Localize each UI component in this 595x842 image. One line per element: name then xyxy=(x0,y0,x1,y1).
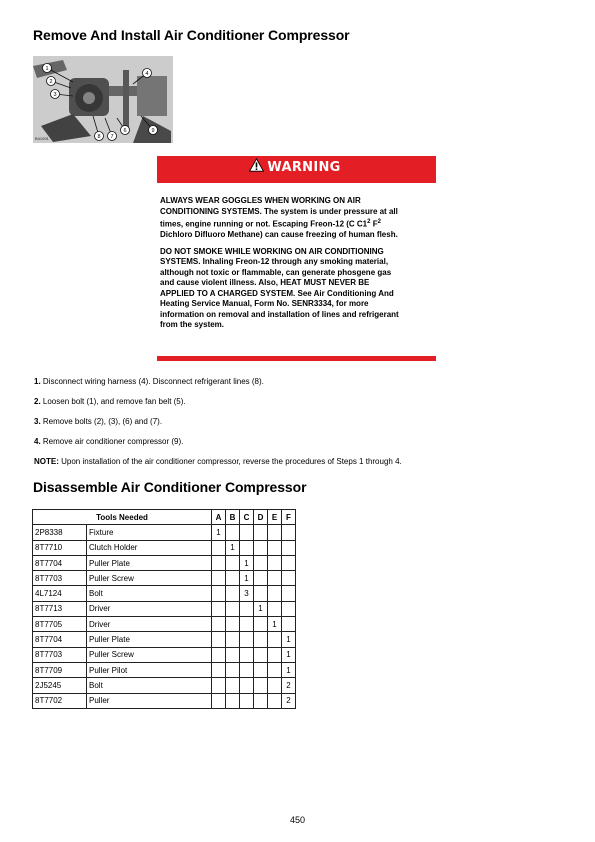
part-number-cell: 2J5245 xyxy=(33,678,87,693)
quantity-cell xyxy=(282,525,296,540)
photo-caption: B41091 xyxy=(35,136,49,141)
quantity-cell xyxy=(254,571,268,586)
tool-name-cell: Puller Plate xyxy=(87,555,212,570)
tool-name-cell: Puller Pilot xyxy=(87,662,212,677)
column-header-b: B xyxy=(226,510,240,525)
quantity-cell xyxy=(226,678,240,693)
warning-bottom-rule xyxy=(157,356,436,361)
photo-callout: 4 xyxy=(145,71,149,77)
quantity-cell xyxy=(212,555,226,570)
step-4: 4. Remove air conditioner compressor (9). xyxy=(34,437,184,446)
page-title: Remove And Install Air Conditioner Compressor xyxy=(33,27,350,43)
quantity-cell xyxy=(268,601,282,616)
table-row xyxy=(33,693,296,708)
compressor-photo xyxy=(33,56,173,143)
quantity-cell xyxy=(268,525,282,540)
tool-name-cell: Puller Screw xyxy=(87,571,212,586)
tools-needed-header: Tools Needed xyxy=(33,510,212,525)
warning-text xyxy=(160,196,436,337)
quantity-cell xyxy=(254,555,268,570)
quantity-cell xyxy=(254,678,268,693)
warning-paragraph-goggles: ALWAYS WEAR GOGGLES WHEN WORKING ON AIR CONDITIONING SYSTEMS. The system is under pressure at all times, engine running or not. Escaping Freon-12 (C $C1^2$ $F^2$ Dichloro Difluoro Methane) can cause freezing of human flesh. xyxy=(160,196,398,240)
quantity-cell xyxy=(268,586,282,601)
photo-callout: 8 xyxy=(97,134,101,140)
quantity-cell xyxy=(240,693,254,708)
quantity-cell xyxy=(254,540,268,555)
quantity-cell xyxy=(226,601,240,616)
table-row xyxy=(33,632,296,647)
part-number-cell: 8T7710 xyxy=(33,540,87,555)
table-header-row xyxy=(33,510,296,525)
tool-name-cell: Puller Plate xyxy=(87,632,212,647)
quantity-cell xyxy=(212,662,226,677)
quantity-cell: 1 xyxy=(268,617,282,632)
quantity-cell: 1 xyxy=(282,632,296,647)
part-number-cell: 8T7704 xyxy=(33,555,87,570)
quantity-cell xyxy=(282,540,296,555)
table-row xyxy=(33,617,296,632)
quantity-cell xyxy=(254,693,268,708)
warning-triangle-icon xyxy=(249,158,264,177)
quantity-cell xyxy=(226,555,240,570)
quantity-cell xyxy=(268,555,282,570)
table-row xyxy=(33,571,296,586)
part-number-cell: 8T7702 xyxy=(33,693,87,708)
quantity-cell xyxy=(240,632,254,647)
quantity-cell: 2 xyxy=(282,693,296,708)
photo-callout: 1 xyxy=(45,66,49,72)
quantity-cell xyxy=(212,540,226,555)
column-header-a: A xyxy=(212,510,226,525)
quantity-cell xyxy=(226,525,240,540)
quantity-cell xyxy=(282,617,296,632)
part-number-cell: 4L7124 xyxy=(33,586,87,601)
step-1: 1. Disconnect wiring harness (4). Disconnect refrigerant lines (8). xyxy=(34,377,264,386)
quantity-cell xyxy=(240,601,254,616)
part-number-cell: 8T7705 xyxy=(33,617,87,632)
quantity-cell xyxy=(226,617,240,632)
tool-name-cell: Driver xyxy=(87,601,212,616)
quantity-cell xyxy=(282,555,296,570)
table-row xyxy=(33,662,296,677)
warning-paragraph-smoking: DO NOT SMOKE WHILE WORKING ON AIR CONDITIONING SYSTEMS. Inhaling Freon-12 through any smoking material, although not toxic or flammable, can generate phosgene gas and cause violent illness. Also, HEAT MUST NEVER BE APPLIED TO A CHARGED SYSTEM. See Air Conditioning And Heating Service Manual, Form No. SENR3334, for more information on removal and installation of lines and refrigerant from the system. xyxy=(160,246,399,330)
quantity-cell xyxy=(212,647,226,662)
part-number-cell: 2P8338 xyxy=(33,525,87,540)
photo-callout: 9 xyxy=(151,128,155,134)
part-number-cell: 8T7713 xyxy=(33,601,87,616)
quantity-cell xyxy=(212,601,226,616)
quantity-cell xyxy=(240,540,254,555)
quantity-cell xyxy=(282,571,296,586)
quantity-cell xyxy=(226,662,240,677)
note: NOTE: Upon installation of the air conditioner compressor, reverse the procedures of Steps 1 through 4. xyxy=(34,457,402,466)
warning-label: WARNING xyxy=(267,160,341,175)
quantity-cell xyxy=(240,525,254,540)
table-row xyxy=(33,647,296,662)
quantity-cell xyxy=(254,647,268,662)
quantity-cell xyxy=(212,678,226,693)
quantity-cell: 1 xyxy=(226,540,240,555)
quantity-cell: 1 xyxy=(212,525,226,540)
table-row xyxy=(33,601,296,616)
tool-name-cell: Puller Screw xyxy=(87,647,212,662)
quantity-cell xyxy=(254,662,268,677)
table-row xyxy=(33,555,296,570)
quantity-cell: 1 xyxy=(240,555,254,570)
quantity-cell: 1 xyxy=(240,571,254,586)
quantity-cell xyxy=(212,571,226,586)
quantity-cell: 2 xyxy=(282,678,296,693)
tool-name-cell: Bolt xyxy=(87,678,212,693)
table-row xyxy=(33,678,296,693)
quantity-cell xyxy=(226,693,240,708)
quantity-cell: 1 xyxy=(254,601,268,616)
quantity-cell xyxy=(226,586,240,601)
quantity-cell xyxy=(268,540,282,555)
quantity-cell xyxy=(212,617,226,632)
photo-callout: 2 xyxy=(49,79,53,85)
quantity-cell xyxy=(212,693,226,708)
quantity-cell xyxy=(282,586,296,601)
part-number-cell: 8T7703 xyxy=(33,647,87,662)
quantity-cell xyxy=(254,617,268,632)
tool-name-cell: Fixture xyxy=(87,525,212,540)
quantity-cell xyxy=(254,586,268,601)
column-header-d: D xyxy=(254,510,268,525)
tool-name-cell: Driver xyxy=(87,617,212,632)
quantity-cell xyxy=(254,525,268,540)
table-row xyxy=(33,540,296,555)
quantity-cell xyxy=(226,571,240,586)
part-number-cell: 8T7704 xyxy=(33,632,87,647)
table-row xyxy=(33,525,296,540)
step-3: 3. Remove bolts (2), (3), (6) and (7). xyxy=(34,417,163,426)
photo-callout: 3 xyxy=(53,92,57,98)
quantity-cell xyxy=(212,586,226,601)
quantity-cell xyxy=(268,647,282,662)
quantity-cell xyxy=(268,693,282,708)
quantity-cell xyxy=(240,647,254,662)
quantity-cell: 1 xyxy=(282,662,296,677)
part-number-cell: 8T7703 xyxy=(33,571,87,586)
column-header-e: E xyxy=(268,510,282,525)
quantity-cell xyxy=(226,647,240,662)
section-title: Disassemble Air Conditioner Compressor xyxy=(33,479,307,495)
column-header-c: C xyxy=(240,510,254,525)
table-row xyxy=(33,586,296,601)
tool-name-cell: Bolt xyxy=(87,586,212,601)
tool-name-cell: Clutch Holder xyxy=(87,540,212,555)
part-number-cell: 8T7709 xyxy=(33,662,87,677)
step-2: 2. Loosen bolt (1), and remove fan belt (5). xyxy=(34,397,186,406)
quantity-cell xyxy=(268,632,282,647)
quantity-cell xyxy=(240,678,254,693)
warning-banner xyxy=(157,156,436,183)
quantity-cell xyxy=(212,632,226,647)
quantity-cell xyxy=(226,632,240,647)
tools-table xyxy=(32,509,296,709)
quantity-cell xyxy=(268,571,282,586)
tool-name-cell: Puller xyxy=(87,693,212,708)
quantity-cell xyxy=(240,617,254,632)
column-header-f: F xyxy=(282,510,296,525)
quantity-cell xyxy=(282,601,296,616)
page-number: 450 xyxy=(289,815,306,825)
photo-callout: 6 xyxy=(123,128,127,134)
quantity-cell xyxy=(240,662,254,677)
quantity-cell xyxy=(268,662,282,677)
quantity-cell xyxy=(254,632,268,647)
quantity-cell: 3 xyxy=(240,586,254,601)
photo-callout: 7 xyxy=(110,134,114,140)
quantity-cell xyxy=(268,678,282,693)
quantity-cell: 1 xyxy=(282,647,296,662)
